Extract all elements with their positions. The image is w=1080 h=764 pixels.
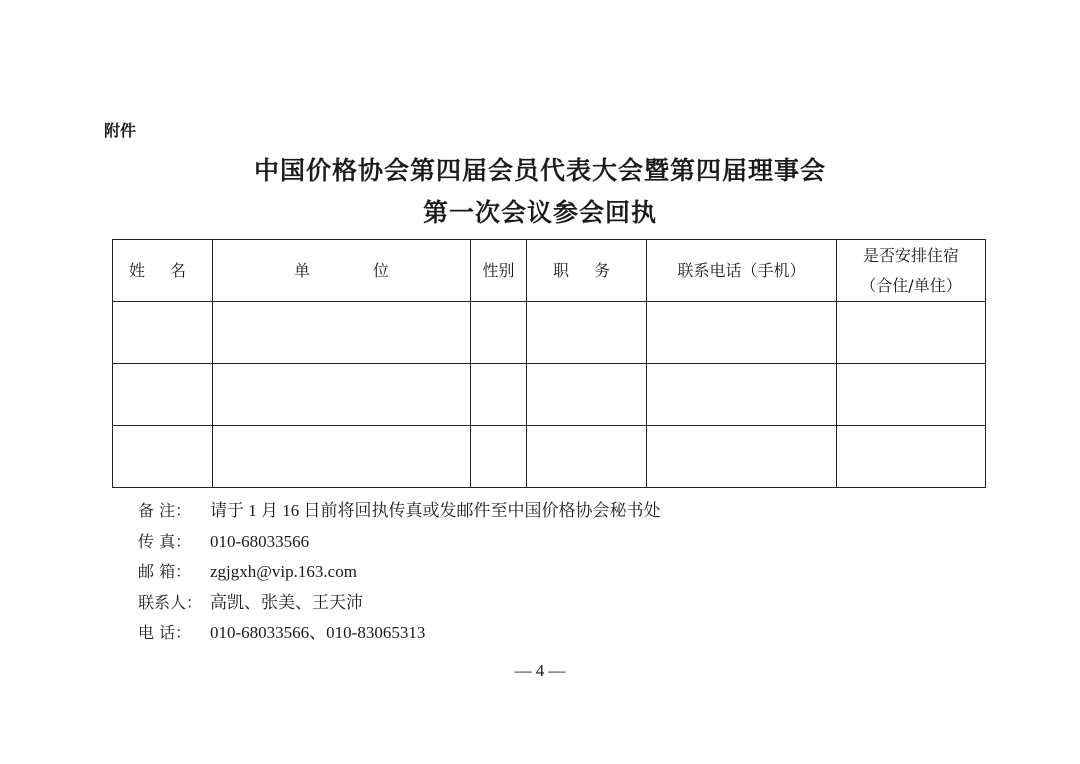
cell-phone[interactable] [647, 364, 837, 426]
phone-label: 电 话： [138, 623, 192, 642]
header-position: 职 务 [527, 240, 647, 302]
header-unit: 单 位 [213, 240, 471, 302]
cell-unit[interactable] [213, 364, 471, 426]
page-number: — 4 — [514, 661, 566, 680]
header-lodging-line-1: 是否安排住宿 [862, 245, 959, 265]
table-row [113, 426, 986, 488]
cell-phone[interactable] [647, 302, 837, 364]
cell-gender[interactable] [471, 302, 527, 364]
rsvp-form-table [112, 239, 986, 488]
remark-value: 请于 1 月 16 日前将回执传真或发邮件至中国价格协会秘书处 [210, 501, 661, 520]
cell-name[interactable] [113, 426, 213, 488]
cell-position[interactable] [527, 302, 647, 364]
cell-lodging[interactable] [837, 426, 986, 488]
cell-phone[interactable] [647, 426, 837, 488]
cell-name[interactable] [113, 364, 213, 426]
cell-position[interactable] [527, 426, 647, 488]
fax-value: 010-68033566 [210, 531, 310, 551]
header-phone: 联系电话（手机） [647, 240, 837, 302]
email-value[interactable]: zgjgxh@vip.163.com [210, 562, 357, 581]
email-label: 邮 箱： [138, 562, 192, 581]
email-row [138, 557, 661, 588]
cell-unit[interactable] [213, 302, 471, 364]
cell-unit[interactable] [213, 426, 471, 488]
document-title-line-2: 第一次会议参会回执 [422, 198, 657, 227]
remark-row [138, 496, 661, 527]
contact-label: 联系人： [138, 592, 203, 612]
contact-row [138, 588, 661, 619]
cell-lodging[interactable] [837, 302, 986, 364]
contact-value: 高凯、张美、王天沛 [210, 592, 363, 612]
header-name: 姓 名 [113, 240, 213, 302]
header-gender: 性别 [471, 240, 527, 302]
table-row [113, 302, 986, 364]
header-lodging [837, 240, 986, 302]
phone-row [138, 618, 661, 649]
cell-name[interactable] [113, 302, 213, 364]
attachment-label: 附件 [104, 121, 137, 140]
cell-position[interactable] [527, 364, 647, 426]
fax-label: 传 真： [138, 531, 192, 551]
phone-value: 010-68033566、010-83065313 [210, 623, 426, 642]
table-header-row [113, 240, 986, 302]
cell-gender[interactable] [471, 426, 527, 488]
remark-label: 备 注： [138, 501, 192, 520]
document-title-line-1: 中国价格协会第四届会员代表大会暨第四届理事会 [253, 156, 826, 185]
table-row [113, 364, 986, 426]
header-lodging-line-2: （合住/单住） [860, 275, 962, 295]
fax-row [138, 527, 661, 558]
contact-notes [138, 496, 661, 649]
cell-gender[interactable] [471, 364, 527, 426]
cell-lodging[interactable] [837, 364, 986, 426]
